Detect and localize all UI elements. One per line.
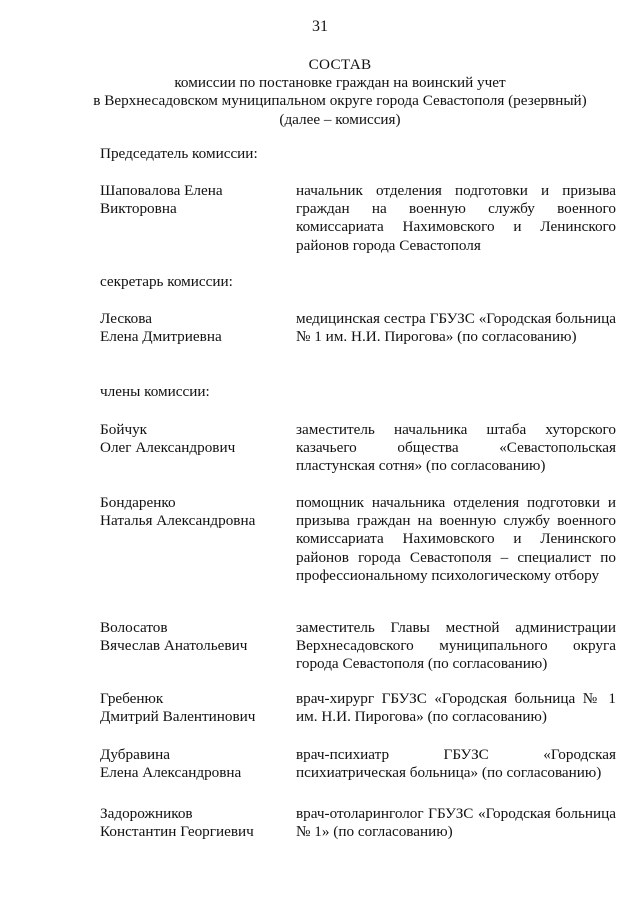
member-given-names: Елена Александровна <box>100 764 242 782</box>
page-number: 31 <box>312 18 328 35</box>
member-given-names: Наталья Александровна <box>100 512 256 530</box>
chairman-label: Председатель комиссии: <box>100 145 258 162</box>
member-surname: Задорожников <box>100 805 193 822</box>
member-surname: Лескова <box>100 310 152 327</box>
member-name <box>100 805 290 841</box>
document-title: СОСТАВ <box>308 56 372 73</box>
member-name <box>100 690 290 726</box>
member-name <box>100 494 290 530</box>
member-given-names: Константин Георгиевич <box>100 823 254 841</box>
member-position: врач-отоларинголог ГБУЗС «Городская больница № 1» (по согласованию) <box>296 805 616 841</box>
member-given-names: Олег Александрович <box>100 439 236 457</box>
member-given-names: Дмитрий Валентинович <box>100 708 256 726</box>
member-name <box>100 182 290 218</box>
member-position: помощник начальника отделения подготовки и призыва граждан на военную службу военного комиссариата Нахимовского и Ленинского районов города Севастополя – специалист по профессиональному психологическому отбору <box>296 494 616 584</box>
member-name <box>100 421 290 457</box>
members-label: члены комиссии: <box>100 383 210 400</box>
member-position: врач-хирург ГБУЗС «Городская больница № 1 им. Н.И. Пирогова» (по согласованию) <box>296 690 616 726</box>
heading-line-1: комиссии по постановке граждан на воинский учет <box>174 74 506 92</box>
member-surname: Волосатов <box>100 619 168 636</box>
member-position: начальник отделения подготовки и призыва граждан на военную службу военного комиссариата Нахимовского и Ленинского районов города Севастополя <box>296 182 616 254</box>
member-given-names: Вячеслав Анатольевич <box>100 637 248 655</box>
member-surname: Дубравина <box>100 746 170 763</box>
member-surname: Гребенюк <box>100 690 164 707</box>
member-surname: Шаповалова Елена <box>100 182 223 199</box>
member-name <box>100 746 290 782</box>
heading-line-2: в Верхнесадовском муниципальном округе города Севастополя (резервный) <box>93 92 587 110</box>
member-name <box>100 619 290 655</box>
heading-line-3: (далее – комиссия) <box>279 110 401 128</box>
member-position: заместитель Главы местной администрации Верхнесадовского муниципального округа города Севастополя (по согласованию) <box>296 619 616 673</box>
member-surname: Бойчук <box>100 421 148 438</box>
member-given-names: Елена Дмитриевна <box>100 328 222 346</box>
secretary-label: секретарь комиссии: <box>100 273 233 290</box>
member-name <box>100 310 290 346</box>
document-heading <box>60 56 620 129</box>
member-position: заместитель начальника штаба хуторского казачьего общества «Севастопольская пластунская сотня» (по согласованию) <box>296 421 616 475</box>
member-given-names: Викторовна <box>100 200 177 218</box>
member-surname: Бондаренко <box>100 494 176 511</box>
member-position: врач-психиатр ГБУЗС «Городская психиатрическая больница» (по согласованию) <box>296 746 616 782</box>
member-position: медицинская сестра ГБУЗС «Городская больница № 1 им. Н.И. Пирогова» (по согласованию) <box>296 310 616 346</box>
